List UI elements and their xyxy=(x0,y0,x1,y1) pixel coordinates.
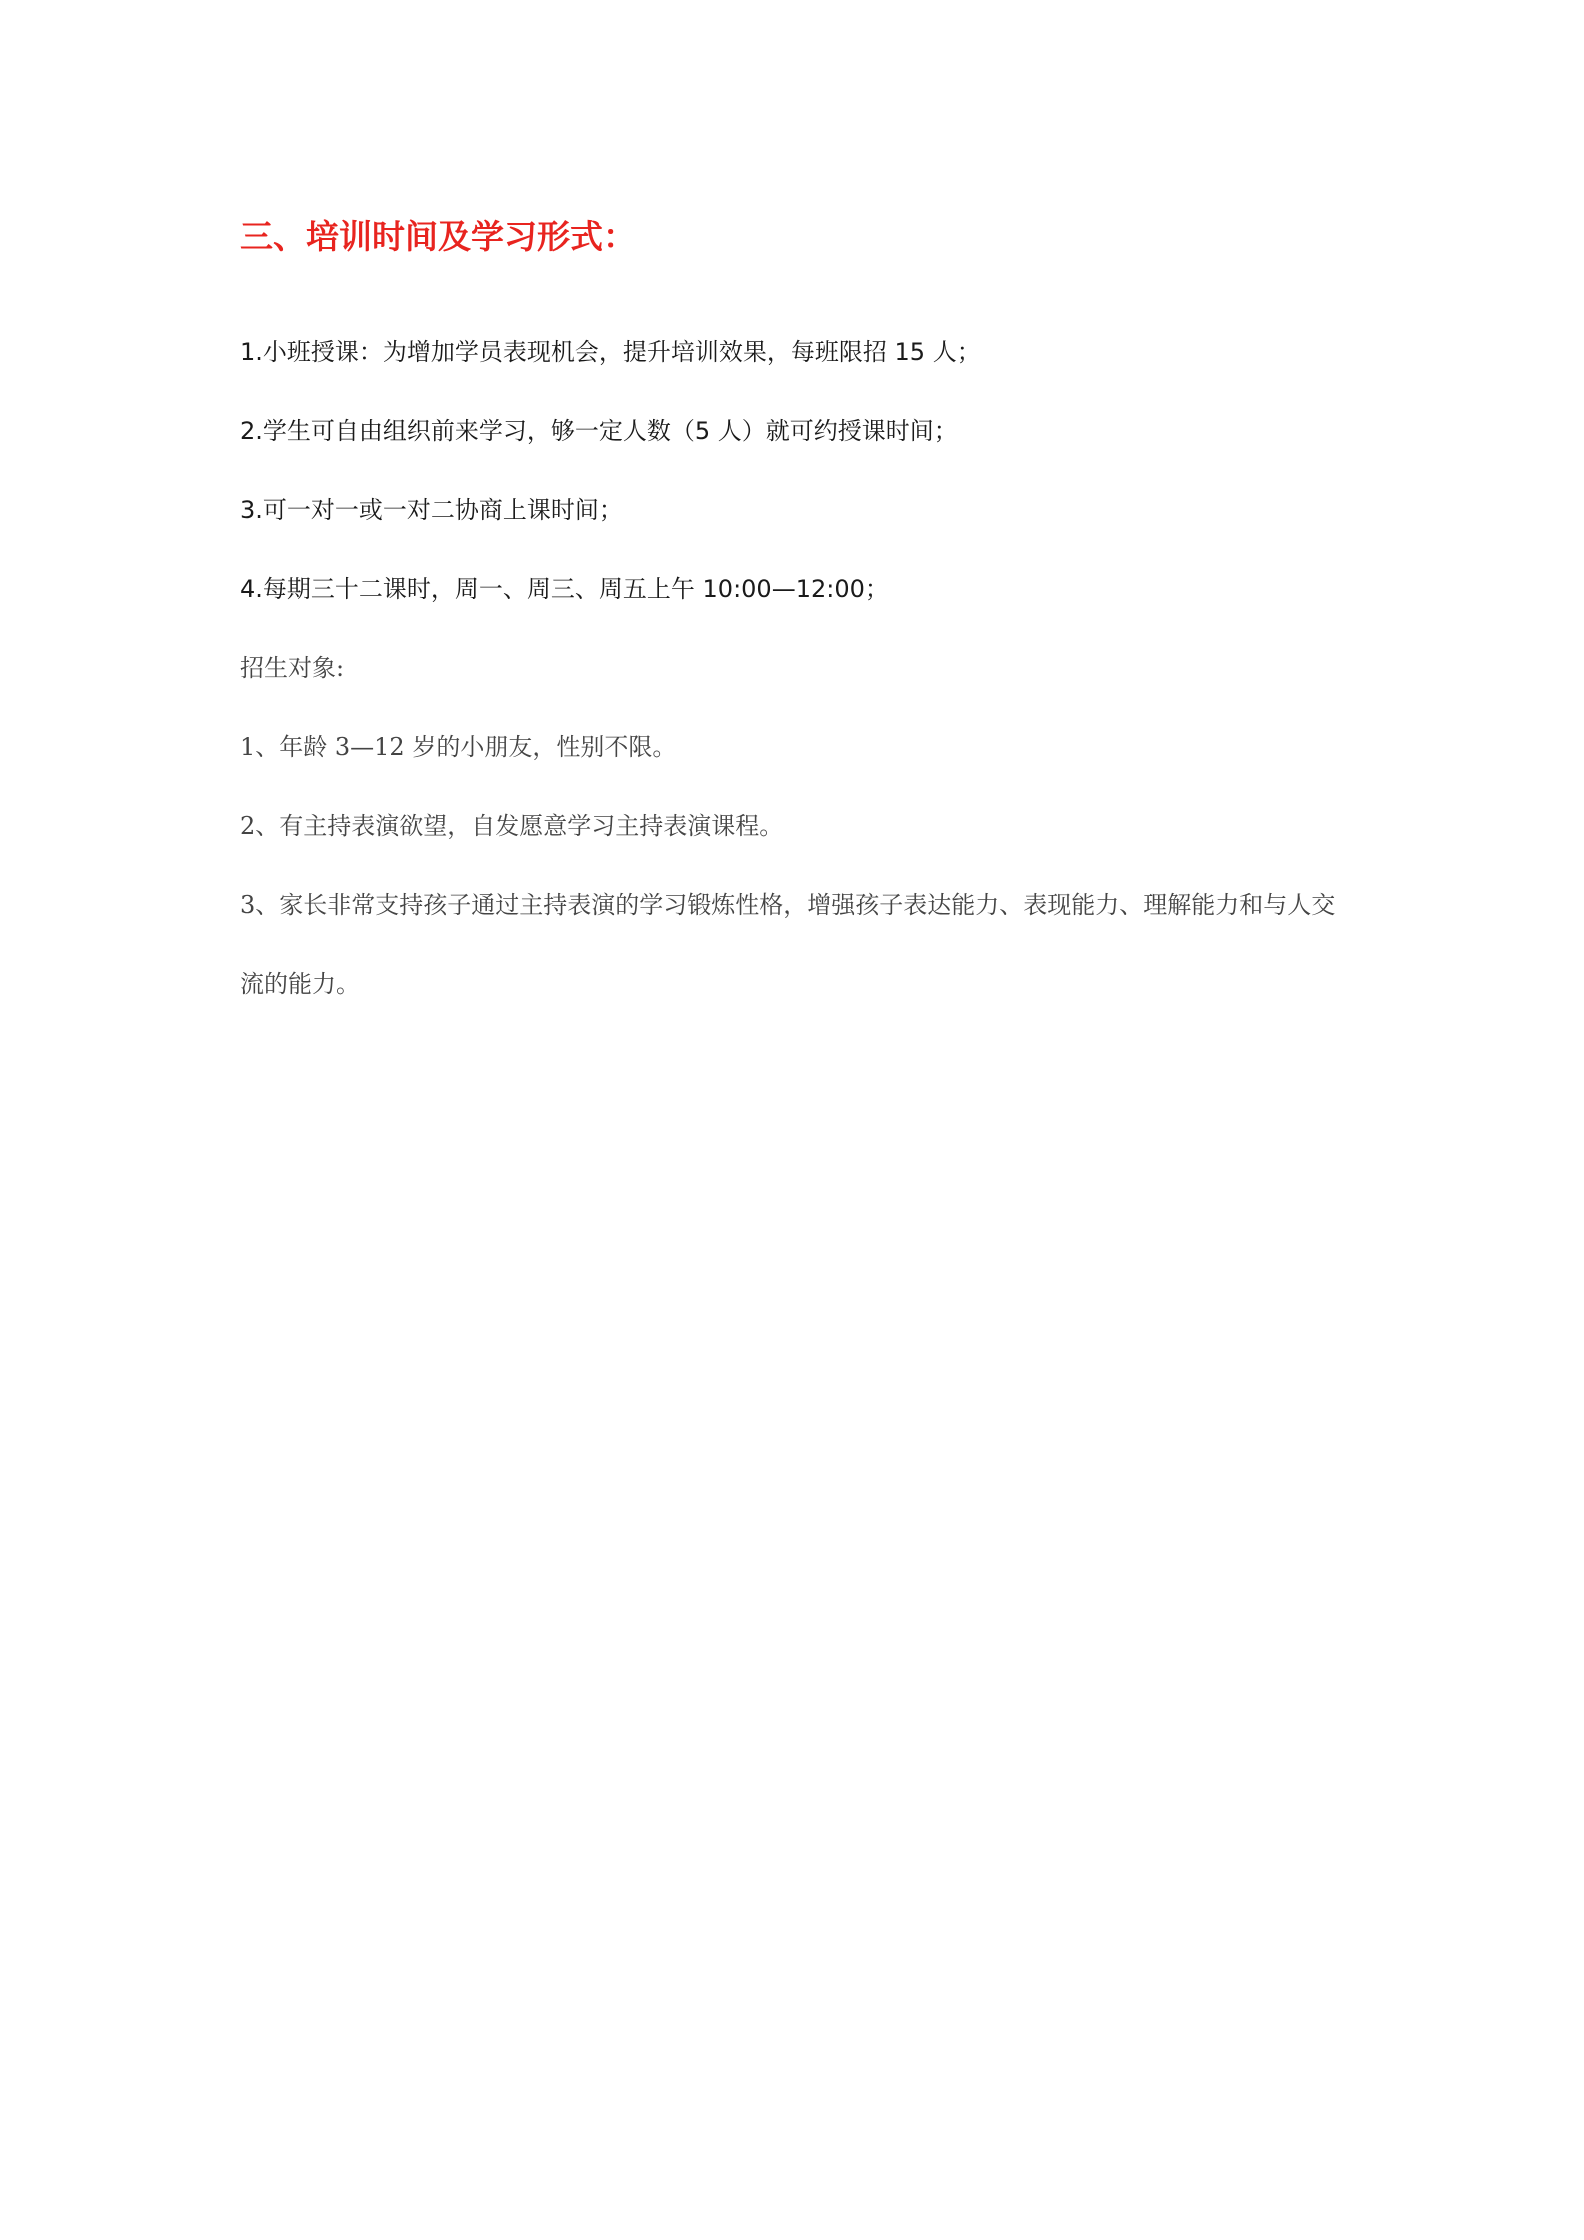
section-heading: 三、培训时间及学习形式： xyxy=(240,217,636,256)
document-content xyxy=(240,205,1350,1024)
format-item-1: 1.小班授课：为增加学员表现机会，提升培训效果，每班限招 15 人； xyxy=(240,338,981,366)
format-item-3: 3.可一对一或一对二协商上课时间； xyxy=(240,496,623,524)
enrollment-item-3: 3、家长非常支持孩子通过主持表演的学习锻炼性格，增强孩子表达能力、表现能力、理解能力和与人交流的能力。 xyxy=(240,891,1336,998)
enrollment-item-2: 2、有主持表演欲望，自发愿意学习主持表演课程。 xyxy=(240,812,784,840)
format-item-2: 2.学生可自由组织前来学习，够一定人数（5 人）就可约授课时间； xyxy=(240,417,958,445)
enrollment-title: 招生对象: xyxy=(240,654,345,682)
format-item-4: 4.每期三十二课时，周一、周三、周五上午 10:00—12:00； xyxy=(240,575,889,603)
enrollment-item-1: 1、年龄 3—12 岁的小朋友，性别不限。 xyxy=(240,733,677,761)
